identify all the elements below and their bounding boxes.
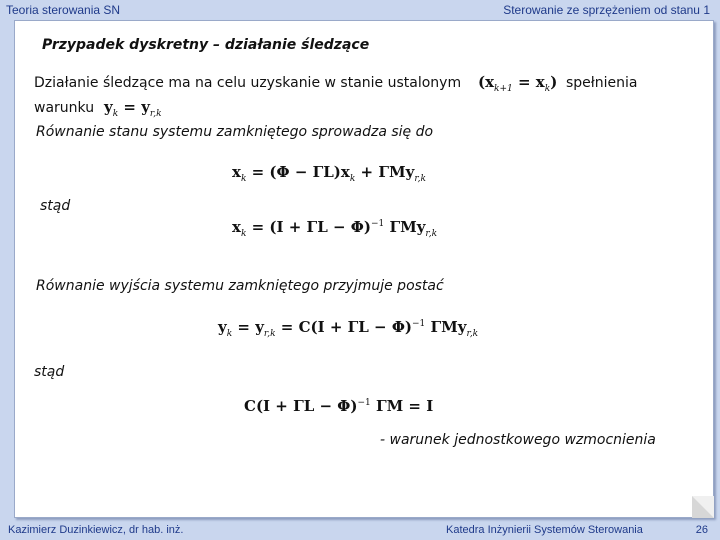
footer-author: Kazimierz Duzinkiewicz, dr hab. inż. — [8, 524, 184, 536]
unit-gain-equation: $C(I + \Gamma L - \Phi)^{-1}$ ΓM = I — [244, 397, 434, 415]
output-eq-text: Równanie wyjścia systemu zamkniętego przyjmuje postać — [36, 278, 444, 294]
tracking-condition-formula: $y_k = y_{r,k}$ — [104, 98, 162, 119]
intro-line-1-tail: spełnienia — [566, 75, 638, 91]
output-equation: $y_k = y_{r,k} = C(I + \Gamma L - \Phi)^{-1}$ ΓMy$_{r,k}$ — [218, 318, 479, 339]
state-eq-text: Równanie stanu systemu zamkniętego sprowadza się do — [36, 124, 434, 140]
footer-department: Katedra Inżynierii Systemów Sterowania — [446, 524, 643, 536]
header-right: Sterowanie ze sprzężeniem od stanu 1 — [503, 3, 710, 17]
state-equation-2: $x_k = (I + \Gamma L - \Phi)^{-1}$ ΓMy$_{r,k}$ — [232, 218, 438, 239]
stad-label-1: stąd — [40, 198, 71, 214]
intro-line-2: warunku — [34, 100, 95, 116]
intro-line-1: Działanie śledzące ma na celu uzyskanie w stanie ustalonym — [34, 75, 462, 91]
slide-title: Przypadek dyskretny – działanie śledzące — [42, 37, 370, 53]
state-equation-1: $x_k = (\Phi - \Gamma L)x_k + \Gamma My_{r,k}$ — [232, 163, 426, 184]
page-number: 26 — [695, 524, 708, 536]
condition-text: - warunek jednostkowego wzmocnienia — [380, 432, 656, 448]
steady-state-formula: $(x_{k+1} = x_k)$ — [478, 73, 558, 94]
header-left: Teoria sterowania SN — [6, 3, 121, 17]
page-fold-corner — [692, 496, 714, 518]
stad-label-2: stąd — [34, 364, 65, 380]
